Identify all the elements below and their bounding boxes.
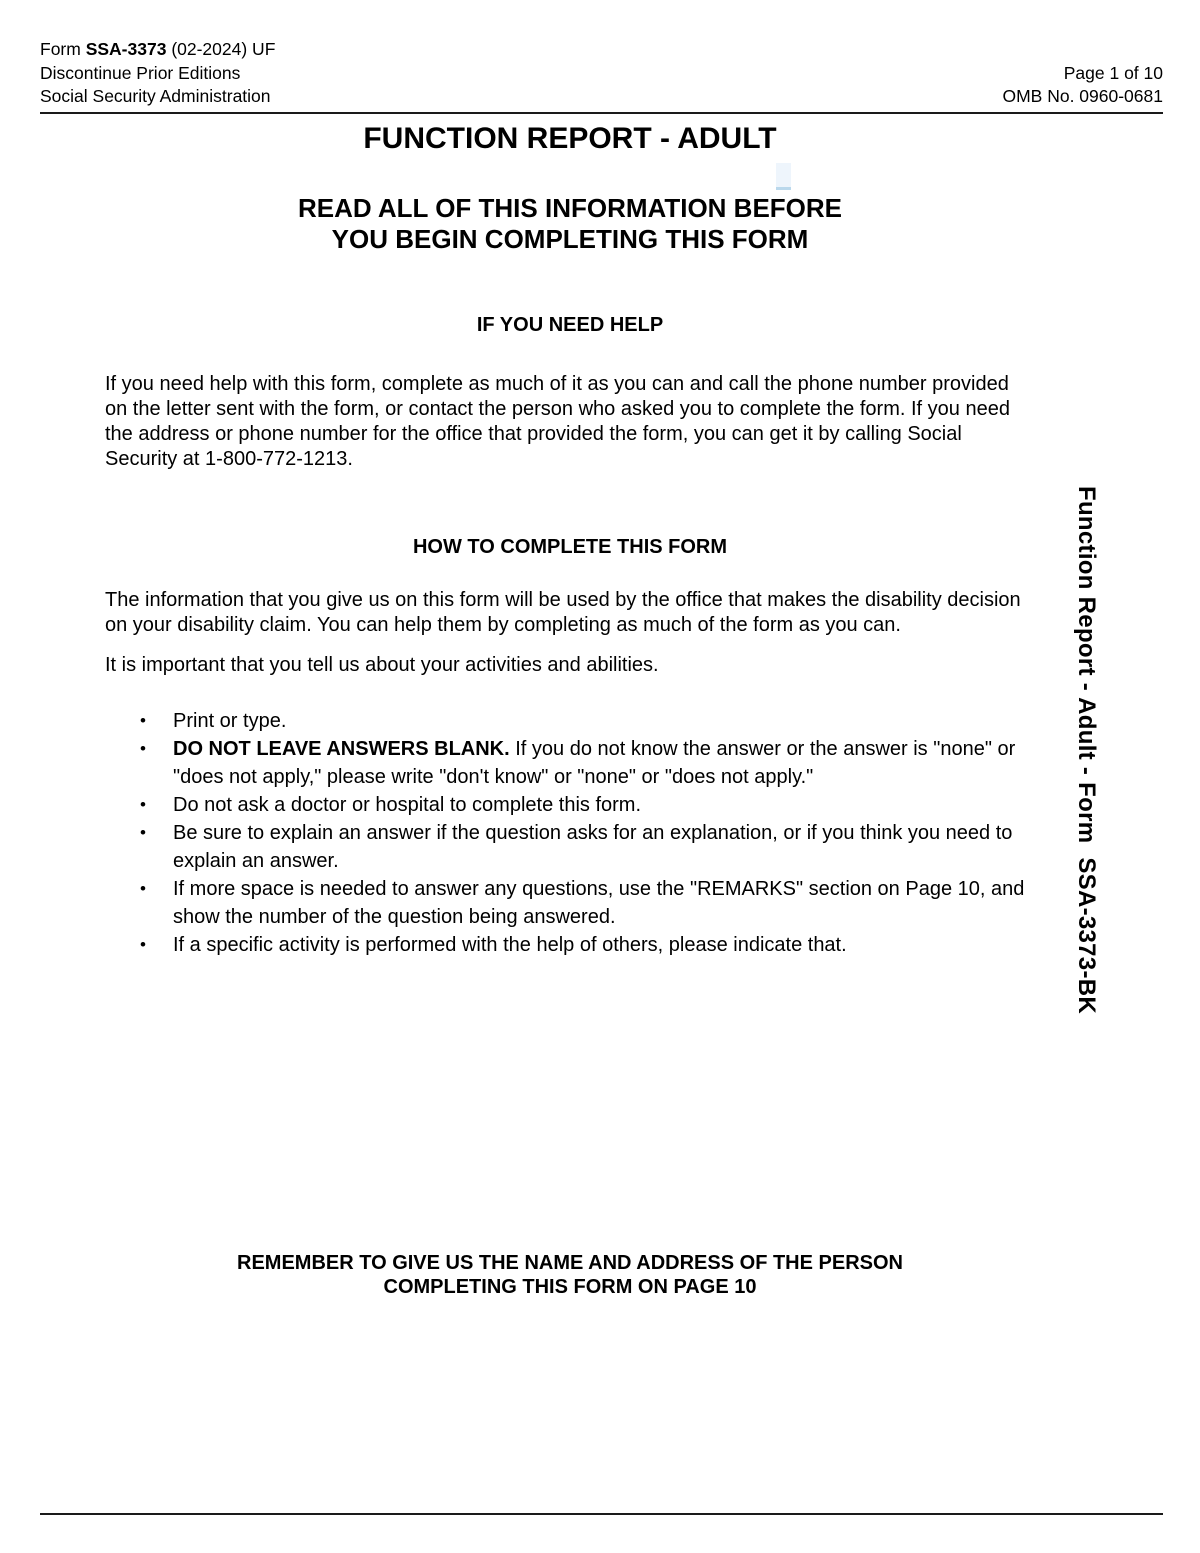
reminder-notice [105,1251,1035,1299]
footer-divider [40,1513,1163,1515]
list-item-rest: Print or type. [173,709,287,732]
bullet-icon: • [140,738,146,758]
bullet-icon: • [140,794,146,814]
read-notice-line1: READ ALL OF THIS INFORMATION BEFORE [297,192,843,223]
page-indicator: Page 1 of 10 [1063,62,1163,83]
list-item [140,735,1028,791]
list-item [140,819,1028,875]
read-notice-line2: YOU BEGIN COMPLETING THIS FORM [331,223,809,254]
form-number: SSA-3373 [85,39,167,59]
agency-name: Social Security Administration [40,86,271,106]
reminder-line2: COMPLETING THIS FORM ON PAGE 10 [383,1275,757,1298]
list-item [140,931,1028,959]
document-body [0,121,1035,1299]
read-notice [105,193,1035,255]
omb-number: OMB No. 0960-0681 [1002,86,1163,106]
list-item [140,875,1028,931]
howto-paragraph-1: The information that you give us on this form will be used by the office that makes the disability decision on your disability claim. You can help them by completing as much of the form as you can. [105,588,1021,636]
list-item-text [173,931,1028,959]
list-item-rest: Do not ask a doctor or hospital to complete this form. [173,793,641,816]
list-item-text [173,819,1028,875]
page-header [0,0,1200,109]
bullet-icon: • [140,934,146,954]
fillable-field-highlight[interactable] [776,163,791,190]
instruction-list [140,707,1028,959]
list-item [140,791,1028,819]
form-number-suffix: (02-2024) UF [166,39,276,59]
header-right [1002,62,1163,109]
header-divider [40,112,1163,114]
list-item-rest: If more space is needed to answer any questions, use the "REMARKS" section on Page 10, and show the number of the question being answered. [173,877,1025,928]
howto-paragraph-2: It is important that you tell us about your activities and abilities. [105,653,659,676]
list-item [140,707,1028,735]
header-left [40,38,275,109]
bullet-icon: • [140,878,146,898]
help-section-paragraph: If you need help with this form, complete as much of it as you can and call the phone number provided on the letter sent with the form, or contact the person who asked you to complete the form. If you need the address or phone number for the office that provided the form, you can get it by calling Social Security at 1-800-772-1213. [105,372,1010,470]
list-item-bold: DO NOT LEAVE ANSWERS BLANK. [173,737,510,760]
list-item-text [173,735,1028,791]
discontinue-notice: Discontinue Prior Editions [40,62,241,83]
list-item-text [173,875,1028,931]
form-number-prefix: Form [40,39,86,59]
list-item-rest: If a specific activity is performed with the help of others, please indicate that. [173,933,847,956]
list-item-text [173,707,1028,735]
reminder-line1: REMEMBER TO GIVE US THE NAME AND ADDRESS OF THE PERSON [237,1251,903,1274]
howto-section-heading: HOW TO COMPLETE THIS FORM [412,535,728,558]
bullet-icon: • [140,822,146,842]
page-title: FUNCTION REPORT - ADULT [363,121,777,155]
form-number-line [40,38,275,62]
vertical-form-label: Function Report - Adult - Form SSA-3373-BK [1073,486,1100,1015]
bullet-icon: • [140,710,146,730]
help-section-heading: IF YOU NEED HELP [476,313,664,336]
list-item-text [173,791,1028,819]
list-item-rest: Be sure to explain an answer if the question asks for an explanation, or if you think you need to explain an answer. [173,821,1013,872]
list-item-rest: If you do not know the answer or the answer is "none" or "does not apply," please write "don't know" or "none" or "does not apply." [173,737,1016,788]
